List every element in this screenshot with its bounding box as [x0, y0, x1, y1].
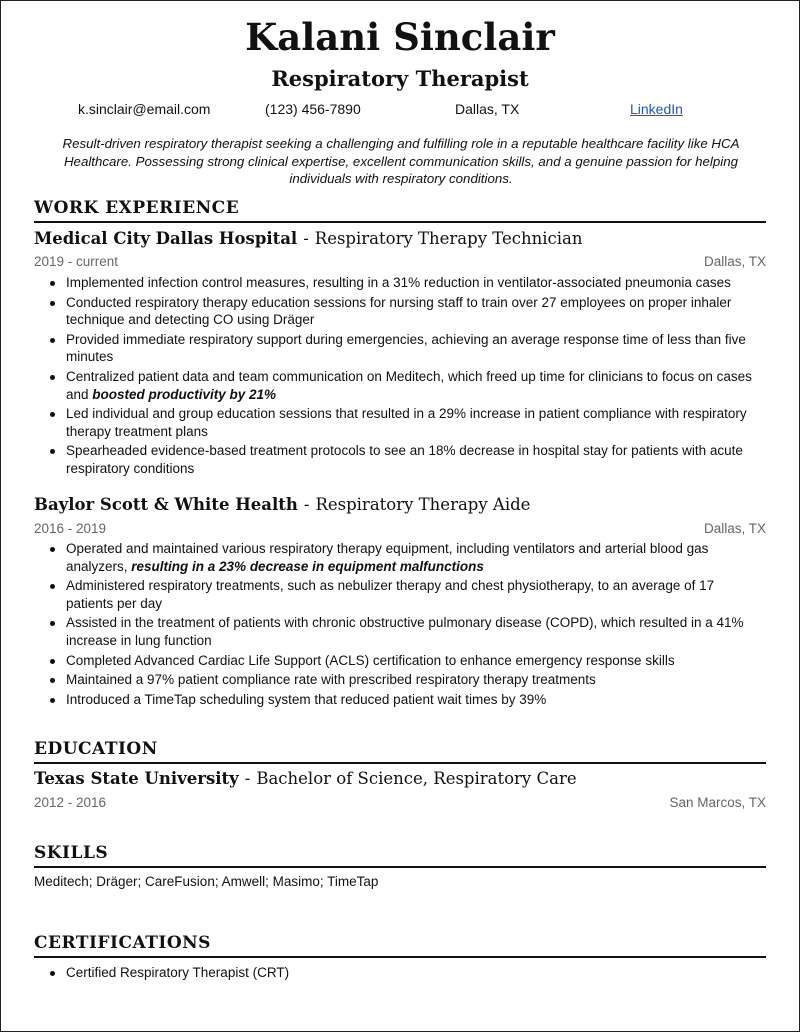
- list-item: Conducted respiratory therapy education sessions for nursing staff to train over 27 employees on proper inhaler technique and detecting CO using Dräger: [34, 294, 764, 329]
- education-line: [34, 768, 766, 790]
- job-bullets: [34, 274, 764, 480]
- position-title: Respiratory Therapy Aide: [315, 495, 531, 514]
- title-separator: -: [303, 229, 309, 248]
- list-item: Implemented infection control measures, resulting in a 31% reduction in ventilator-associated pneumonia cases: [34, 274, 764, 292]
- job-bullets: [34, 540, 764, 711]
- contact-location: Dallas, TX: [455, 101, 520, 117]
- job-title-line: [34, 494, 766, 516]
- job-dates: 2016 - 2019: [34, 521, 107, 536]
- education-meta: [34, 795, 766, 813]
- certification-list: [34, 964, 764, 984]
- list-item: Assisted in the treatment of patients with chronic obstructive pulmonary disease (COPD), which resulted in a 41% increase in lung function: [34, 614, 764, 649]
- linkedin-link[interactable]: LinkedIn: [630, 101, 683, 117]
- list-item: Administered respiratory treatments, such as nebulizer therapy and chest physiotherapy, to an average of 17 patients per day: [34, 577, 764, 612]
- job-meta: [34, 521, 766, 539]
- contact-bar: [34, 101, 766, 121]
- contact-email: k.sinclair@email.com: [78, 101, 211, 117]
- company-name: Baylor Scott & White Health: [34, 495, 298, 514]
- title-separator: -: [244, 769, 251, 788]
- job-dates: 2019 - current: [34, 254, 119, 269]
- position-title: Respiratory Therapy Technician: [314, 229, 583, 248]
- job-location: Dallas, TX: [703, 521, 766, 536]
- field-of-study: Respiratory Care: [433, 769, 577, 788]
- candidate-role: Respiratory Therapist: [271, 66, 529, 91]
- list-item: Spearheaded evidence-based treatment protocols to see an 18% decrease in hospital stay for patients with acute respiratory conditions: [34, 442, 764, 477]
- section-heading-education: EDUCATION: [34, 738, 766, 764]
- job-title-line: [34, 228, 766, 250]
- list-item: Provided immediate respiratory support during emergencies, achieving an average response time of less than five minutes: [34, 331, 764, 366]
- list-item: Led individual and group education sessions that resulted in a 29% increase in patient compliance with respiratory therapy treatment plans: [34, 405, 764, 440]
- list-item: Introduced a TimeTap scheduling system that reduced patient wait times by 39%: [34, 691, 764, 709]
- company-name: Medical City Dallas Hospital: [34, 229, 298, 248]
- job-meta: [34, 254, 766, 272]
- list-item: Completed Advanced Cardiac Life Support (ACLS) certification to enhance emergency response skills: [34, 652, 764, 670]
- job-location: Dallas, TX: [703, 254, 766, 269]
- school-name: Texas State University: [34, 769, 239, 788]
- summary-text: Result-driven respiratory therapist seeking a challenging and fulfilling role in a reputable healthcare facility like HCA Healthcare. Possessing strong clinical expertise, excellent communication skills, and a genuine passion for helping individuals with respiratory conditions.: [62, 136, 740, 186]
- skills-list: Meditech; Dräger; CareFusion; Amwell; Masimo; TimeTap: [34, 874, 379, 889]
- section-heading-skills: SKILLS: [34, 842, 766, 868]
- section-heading-certifications: CERTIFICATIONS: [34, 932, 766, 958]
- section-heading-work: WORK EXPERIENCE: [34, 197, 766, 223]
- list-item: Certified Respiratory Therapist (CRT): [34, 964, 764, 982]
- list-item: Maintained a 97% patient compliance rate with prescribed respiratory therapy treatments: [34, 671, 764, 689]
- title-separator: -: [303, 495, 310, 514]
- candidate-name: Kalani Sinclair: [245, 15, 555, 59]
- degree: Bachelor of Science,: [256, 769, 429, 788]
- contact-phone: (123) 456-7890: [265, 101, 361, 117]
- list-item: Operated and maintained various respiratory therapy equipment, including ventilators and arterial blood gas analyzers, resulting in a 23% decrease in equipment malfunctions: [34, 540, 764, 575]
- education-location: San Marcos, TX: [669, 795, 766, 810]
- education-dates: 2012 - 2016: [34, 795, 107, 810]
- list-item: Centralized patient data and team communication on Meditech, which freed up time for clinicians to focus on cases and boosted productivity by 21%: [34, 368, 764, 403]
